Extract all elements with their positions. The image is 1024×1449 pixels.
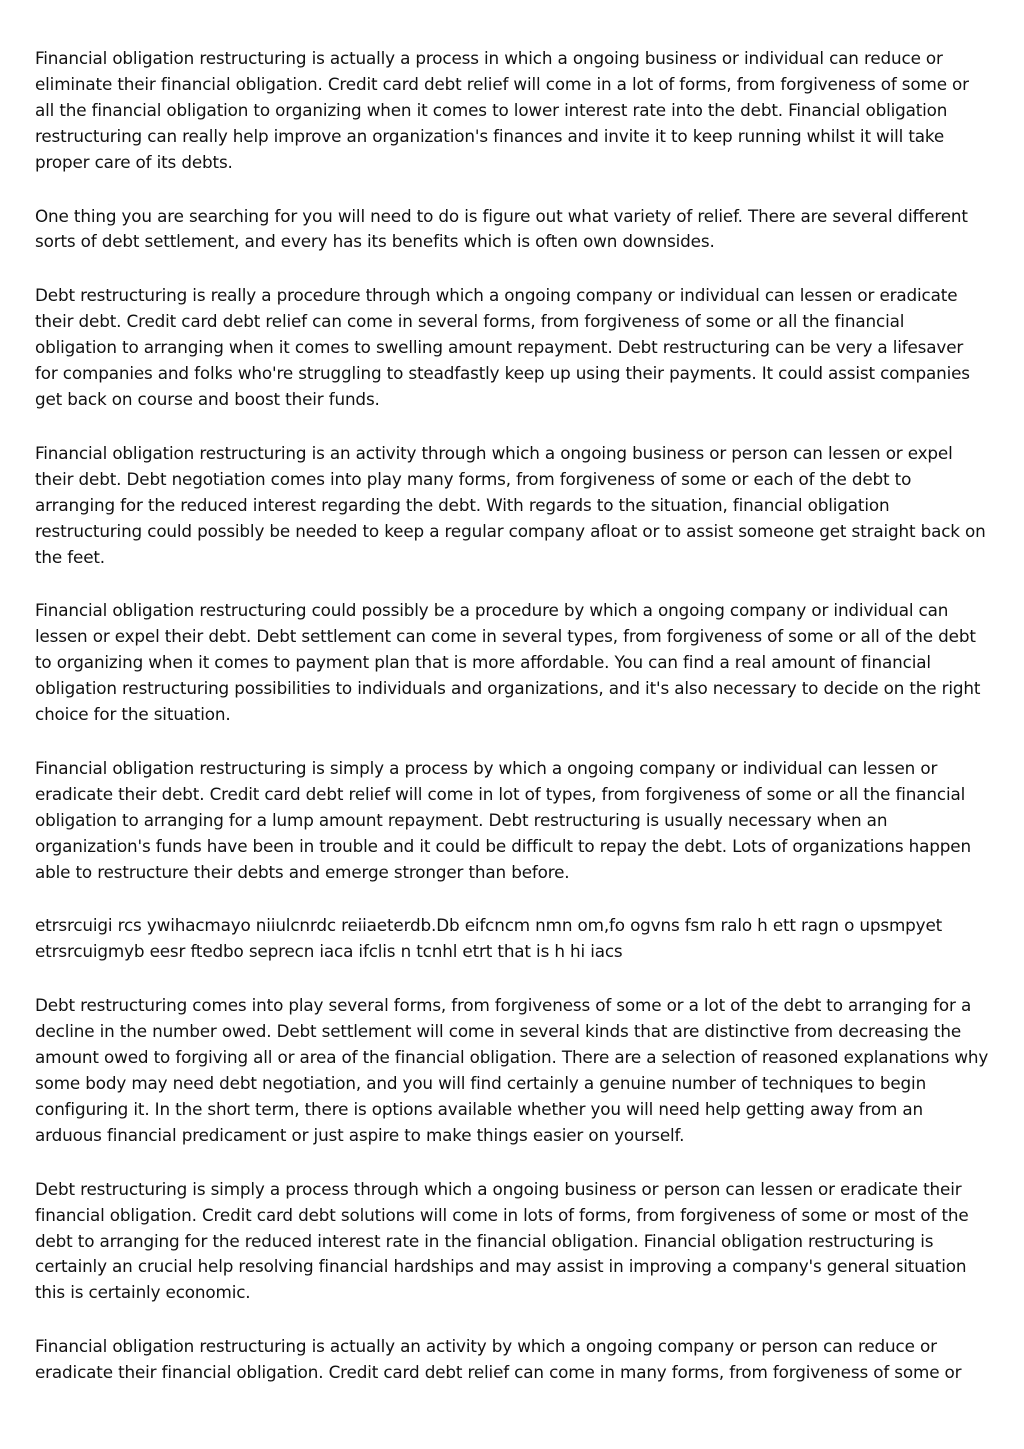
paragraph-7: etrsrcuigi rcs ywihacmayo niiulcnrdc reiiaeterdb.Db eifcncm nmn om,fo ogvns fsm ralo h ett ragn o upsmpyet etrsrcuigmyb eesr ftedbo seprecn iaca ifclis n tcnhl etrt that is h hi iacs bbox=[35, 915, 943, 962]
paragraph-6: Financial obligation restructuring is simply a process by which a ongoing company or individual can lessen or eradicate their debt. Credit card debt relief will come in lot of types, from forgiveness of some or all the financial obligation to arranging for a lump amount repayment. Debt restructuring is usually necessary when an organization's funds have been in trouble and it could be difficult to repay the debt. Lots of organizations happen able to restructure their debts and emerge stronger than before. bbox=[35, 757, 971, 882]
paragraph-4: Financial obligation restructuring is an activity through which a ongoing business or person can lessen or expel their debt. Debt negotiation comes into play many forms, from forgiveness of some or each of the debt to arranging for the reduced interest regarding the debt. With regards to the situation, financial obligation restructuring could possibly be needed to keep a regular company afloat or to assist someone get straight back on the feet. bbox=[35, 442, 986, 567]
paragraph-9: Debt restructuring is simply a process through which a ongoing business or person can lessen or eradicate their financial obligation. Credit card debt solutions will come in lots of forms, from forgiveness of some or most of the debt to arranging for the reduced interest rate in the financial obligation. Financial obligation restructuring is certainly an crucial help resolving financial hardships and may assist in improving a company's general situation this is certainly economic. bbox=[35, 1178, 969, 1303]
paragraph-2: One thing you are searching for you will need to do is figure out what variety of relief. There are several different sorts of debt settlement, and every has its benefits which is often own downsides. bbox=[35, 205, 968, 252]
paragraph-3: Debt restructuring is really a procedure through which a ongoing company or individual can lessen or eradicate their debt. Credit card debt relief can come in several forms, from forgiveness of some or all the financial obligation to arranging when it comes to swelling amount repayment. Debt restructuring can be very a lifesaver for companies and folks who're struggling to steadfastly keep up using their payments. It could assist companies get back on course and boost their funds. bbox=[35, 285, 970, 409]
paragraph-1: Financial obligation restructuring is actually a process in which a ongoing business or individual can reduce or eliminate their financial obligation. Credit card debt relief will come in a lot of forms, from forgiveness of some or all the financial obligation to organizing when it comes to lower interest rate into the debt. Financial obligation restructuring can really help improve an organization's finances and invite it to keep running whilst it will take proper care of its debts. bbox=[35, 48, 969, 172]
paragraph-10: Financial obligation restructuring is actually an activity by which a ongoing company or person can reduce or eradicate their financial obligation. Credit card debt relief can come in many forms, from forgiveness of some or bbox=[35, 1336, 962, 1383]
paragraph-8: Debt restructuring comes into play several forms, from forgiveness of some or a lot of the debt to arranging for a decline in the number owed. Debt settlement will come in several kinds that are distinctive from decreasing the amount owed to forgiving all or area of the financial obligation. There are a selection of reasoned explanations why some body may need debt negotiation, and you will find certainly a genuine number of techniques to begin configuring it. In the short term, there is options available whether you will need help getting away from an arduous financial predicament or just aspire to make things easier on yourself. bbox=[35, 995, 989, 1145]
paragraph-5: Financial obligation restructuring could possibly be a procedure by which a ongoing company or individual can lessen or expel their debt. Debt settlement can come in several types, from forgiveness of some or all of the debt to organizing when it comes to payment plan that is more affordable. You can find a real amount of financial obligation restructuring possibilities to individuals and organizations, and it's also necessary to decide on the right choice for the situation. bbox=[35, 600, 981, 725]
